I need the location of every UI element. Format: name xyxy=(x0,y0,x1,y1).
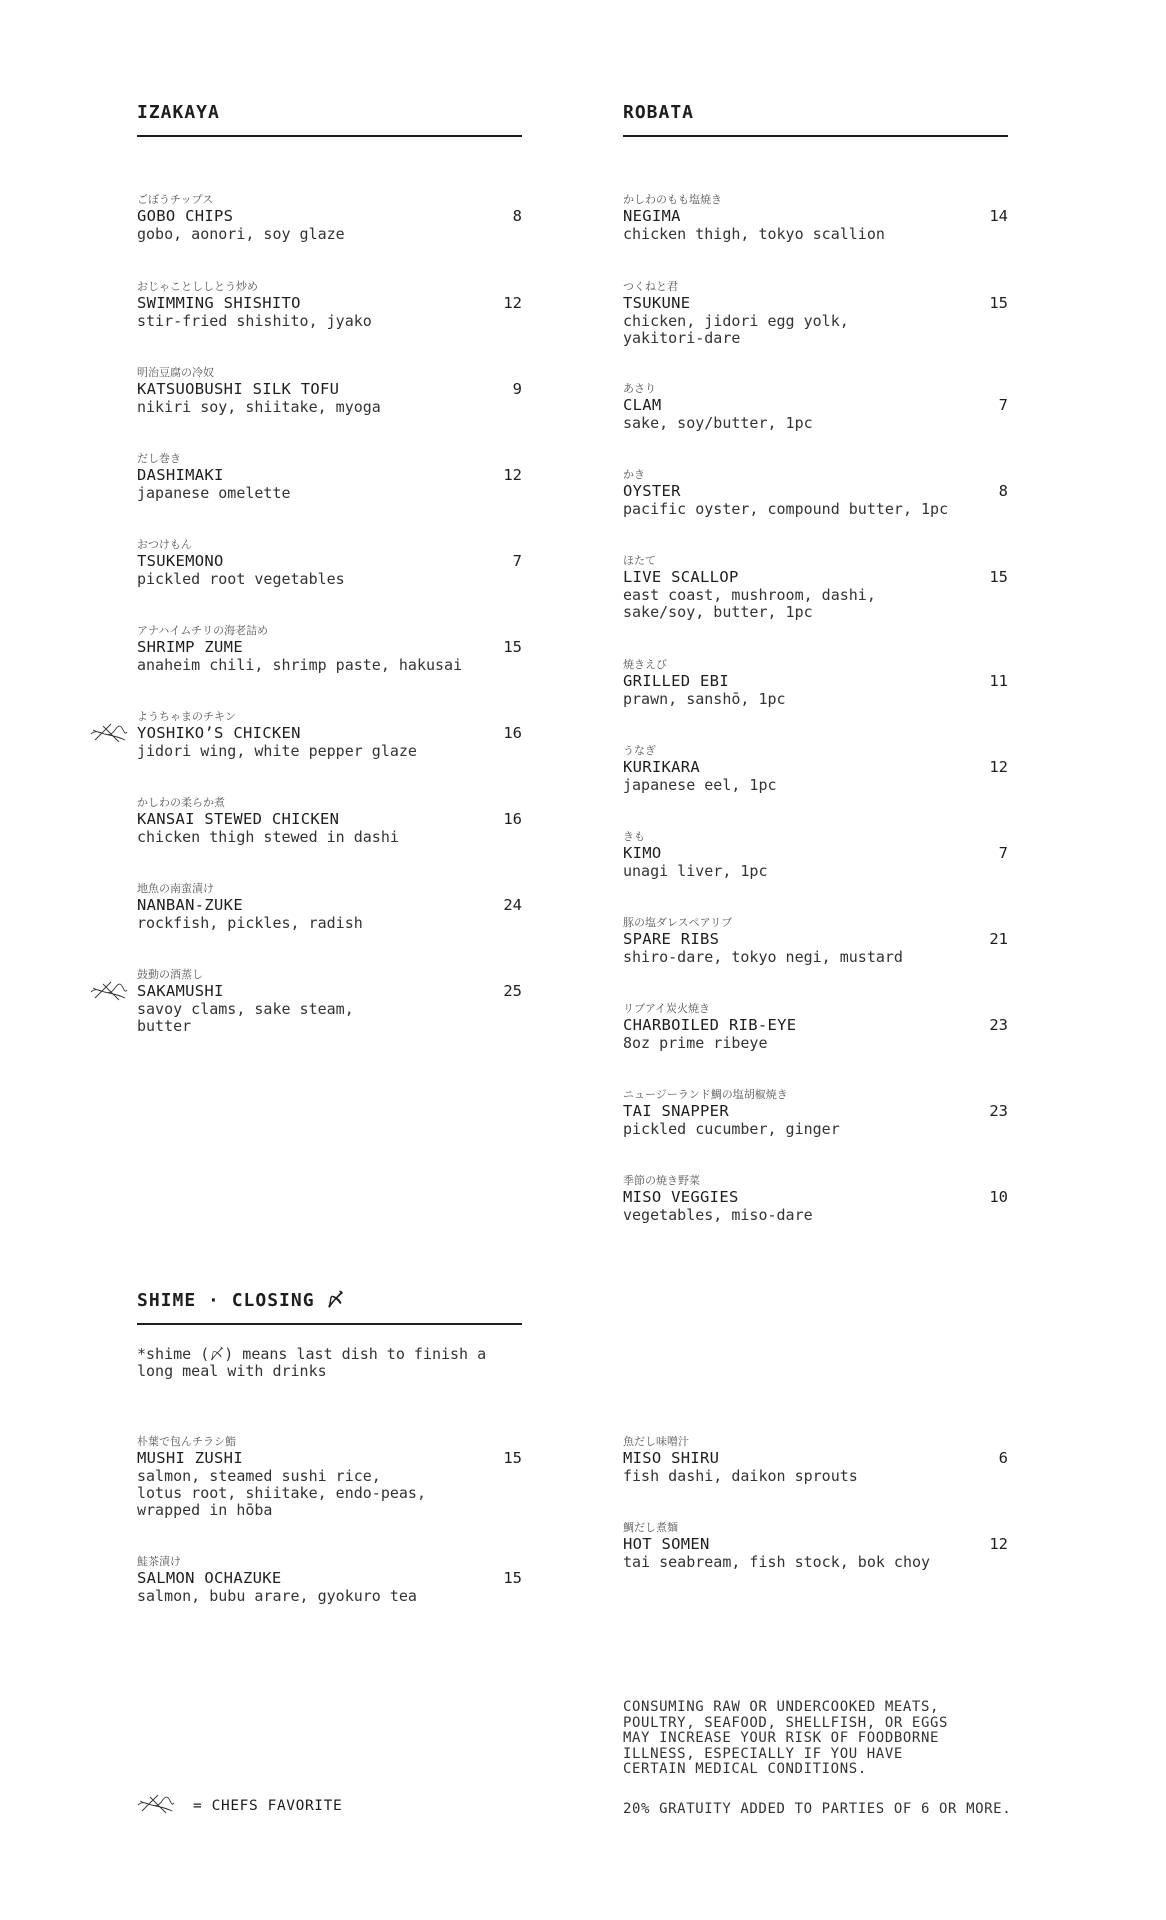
menu-item-description: jidori wing, white pepper glaze xyxy=(137,742,417,760)
menu-item xyxy=(623,1435,1008,1485)
menu-item-price: 9 xyxy=(512,380,522,398)
menu-item-name: OYSTER xyxy=(623,482,681,500)
menu-item-japanese-name: つくねと君 xyxy=(623,280,678,293)
menu-item xyxy=(623,1521,1008,1571)
menu-item-name: HOT SOMEN xyxy=(623,1535,710,1553)
menu-item-description: nikiri soy, shiitake, myoga xyxy=(137,398,381,416)
menu-item-japanese-name: 焼きえび xyxy=(623,658,667,671)
menu-item-price: 6 xyxy=(998,1449,1008,1467)
menu-item-price: 25 xyxy=(503,982,522,1000)
menu-item-description: prawn, sanshō, 1pc xyxy=(623,690,786,708)
menu-item xyxy=(137,452,522,502)
menu-item-price: 14 xyxy=(989,207,1008,225)
menu-item xyxy=(623,1088,1008,1138)
menu-item-price: 15 xyxy=(989,294,1008,312)
menu-item-japanese-name: 明治豆腐の冷奴 xyxy=(137,366,214,379)
menu-item-japanese-name: あさり xyxy=(623,382,656,395)
menu-item-price: 7 xyxy=(998,844,1008,862)
menu-item xyxy=(623,744,1008,794)
menu-item-name: GOBO CHIPS xyxy=(137,207,234,225)
menu-item-description: 8oz prime ribeye xyxy=(623,1034,768,1052)
menu-item-price: 15 xyxy=(503,1449,522,1467)
menu-item-japanese-name: ごぼうチップス xyxy=(137,193,214,206)
menu-item-name: GRILLED EBI xyxy=(623,672,729,690)
menu-item xyxy=(137,1555,522,1605)
menu-item-japanese-name: かしわのもも塩焼き xyxy=(623,193,722,206)
menu-item-description: salmon, steamed sushi rice, lotus root, shiitake, endo-peas, wrapped in hōba xyxy=(137,1467,426,1519)
menu-item-name: KIMO xyxy=(623,844,662,862)
menu-item xyxy=(623,1002,1008,1052)
menu-item xyxy=(137,366,522,416)
menu-item-name: YOSHIKO’S CHICKEN xyxy=(137,724,301,742)
menu-item-price: 24 xyxy=(503,896,522,914)
menu-item xyxy=(137,624,522,674)
chefs-favorite-icon xyxy=(89,722,129,744)
menu-item-price: 21 xyxy=(989,930,1008,948)
menu-item-name: SAKAMUSHI xyxy=(137,982,224,1000)
menu-item xyxy=(623,193,1008,243)
menu-item xyxy=(623,916,1008,966)
menu-item-japanese-name: 朴葉で包んチラシ鮨 xyxy=(137,1435,236,1448)
menu-item-name: TSUKUNE xyxy=(623,294,691,312)
menu-item-japanese-name: きも xyxy=(623,830,645,843)
menu-item-price: 12 xyxy=(503,294,522,312)
menu-item-description: vegetables, miso-dare xyxy=(623,1206,813,1224)
menu-item-price: 8 xyxy=(998,482,1008,500)
menu-item-description: shiro-dare, tokyo negi, mustard xyxy=(623,948,903,966)
menu-item-name: KANSAI STEWED CHICKEN xyxy=(137,810,340,828)
robata-heading: ROBATA xyxy=(623,102,1008,137)
chefs-favorite-icon xyxy=(89,980,129,1002)
menu-item-japanese-name: おつけもん xyxy=(137,538,192,551)
menu-item-price: 7 xyxy=(998,396,1008,414)
menu-item-name: DASHIMAKI xyxy=(137,466,224,484)
menu-item-description: chicken thigh, tokyo scallion xyxy=(623,225,885,243)
menu-item-price: 16 xyxy=(503,724,522,742)
menu-item-japanese-name: ほたて xyxy=(623,554,656,567)
menu-item xyxy=(137,796,522,846)
menu-item-price: 12 xyxy=(989,1535,1008,1553)
menu-item-description: unagi liver, 1pc xyxy=(623,862,768,880)
menu-item-description: anaheim chili, shrimp paste, hakusai xyxy=(137,656,463,674)
menu-item xyxy=(137,882,522,932)
menu-item-japanese-name: 鯛だし煮麺 xyxy=(623,1521,678,1534)
menu-item-japanese-name: ようちゃまのチキン xyxy=(137,710,236,723)
menu-item-price: 11 xyxy=(989,672,1008,690)
menu-item-description: pickled cucumber, ginger xyxy=(623,1120,840,1138)
menu-item-name: NANBAN-ZUKE xyxy=(137,896,243,914)
menu-item xyxy=(623,468,1008,518)
shime-note: *shime (〆) means last dish to finish a long meal with drinks xyxy=(137,1345,487,1380)
menu-item-price: 12 xyxy=(989,758,1008,776)
menu-item-price: 16 xyxy=(503,810,522,828)
menu-item-japanese-name: 季節の焼き野菜 xyxy=(623,1174,700,1187)
menu-item xyxy=(137,968,522,1035)
menu-item-description: chicken, jidori egg yolk, yakitori-dare xyxy=(623,312,849,347)
menu-item-description: tai seabream, fish stock, bok choy xyxy=(623,1553,931,1571)
menu-item-price: 15 xyxy=(503,638,522,656)
menu-item-japanese-name: かしわの柔らか煮 xyxy=(137,796,225,809)
menu-item-name: NEGIMA xyxy=(623,207,681,225)
menu-item-name: SPARE RIBS xyxy=(623,930,720,948)
menu-item-japanese-name: ニュージーランド鯛の塩胡椒焼き xyxy=(623,1088,788,1101)
chefs-favorite-legend: = CHEFS FAVORITE xyxy=(193,1798,343,1814)
menu-item-japanese-name: おじゃことししとう炒め xyxy=(137,280,258,293)
menu-item-name: SALMON OCHAZUKE xyxy=(137,1569,282,1587)
menu-item-description: salmon, bubu arare, gyokuro tea xyxy=(137,1587,417,1605)
menu-item-japanese-name: アナハイムチリの海老詰め xyxy=(137,624,269,637)
menu-item-price: 23 xyxy=(989,1016,1008,1034)
menu-item-price: 12 xyxy=(503,466,522,484)
raw-food-warning: CONSUMING RAW OR UNDERCOOKED MEATS, POULTRY, SEAFOOD, SHELLFISH, OR EGGS MAY INCREASE YOUR RISK OF FOODBORNE ILLNESS, ESPECIALLY IF YOU HAVE CERTAIN MEDICAL CONDITIONS. xyxy=(623,1699,949,1777)
menu-item-description: chicken thigh stewed in dashi xyxy=(137,828,399,846)
chefs-favorite-icon xyxy=(136,1793,176,1815)
menu-item-description: gobo, aonori, soy glaze xyxy=(137,225,345,243)
menu-item-description: fish dashi, daikon sprouts xyxy=(623,1467,858,1485)
menu-item-name: MISO SHIRU xyxy=(623,1449,720,1467)
menu-item-name: CLAM xyxy=(623,396,662,414)
menu-item-name: MISO VEGGIES xyxy=(623,1188,739,1206)
menu-item xyxy=(137,538,522,588)
menu-item-japanese-name: かき xyxy=(623,468,645,481)
menu-item xyxy=(623,382,1008,432)
menu-item-japanese-name: 鼓動の酒蒸し xyxy=(137,968,203,981)
menu-item-name: TAI SNAPPER xyxy=(623,1102,729,1120)
menu-item-name: SHRIMP ZUME xyxy=(137,638,243,656)
menu-item-japanese-name: リブアイ炭火焼き xyxy=(623,1002,711,1015)
gratuity-note: 20% GRATUITY ADDED TO PARTIES OF 6 OR MORE. xyxy=(623,1801,1012,1817)
menu-item-description: east coast, mushroom, dashi, sake/soy, butter, 1pc xyxy=(623,586,876,621)
menu-item-japanese-name: 豚の塩ダレスペアリブ xyxy=(623,916,733,929)
menu-item xyxy=(137,280,522,330)
menu-item-name: KATSUOBUSHI SILK TOFU xyxy=(137,380,340,398)
menu-item-japanese-name: うなぎ xyxy=(623,744,656,757)
menu-item xyxy=(137,1435,522,1519)
menu-item xyxy=(623,830,1008,880)
menu-item xyxy=(623,280,1008,347)
menu-item-description: japanese omelette xyxy=(137,484,291,502)
menu-item-price: 8 xyxy=(512,207,522,225)
izakaya-heading: IZAKAYA xyxy=(137,102,522,137)
menu-item-name: SWIMMING SHISHITO xyxy=(137,294,301,312)
menu-item-description: sake, soy/butter, 1pc xyxy=(623,414,813,432)
menu-item-name: KURIKARA xyxy=(623,758,701,776)
menu-item-japanese-name: 鮭茶漬け xyxy=(137,1555,181,1568)
menu-item-japanese-name: だし巻き xyxy=(137,452,181,465)
menu-item-price: 10 xyxy=(989,1188,1008,1206)
menu-item-description: pacific oyster, compound butter, 1pc xyxy=(623,500,949,518)
menu-item-description: japanese eel, 1pc xyxy=(623,776,777,794)
shime-heading: SHIME · CLOSING 〆 xyxy=(137,1290,522,1325)
menu-item-name: TSUKEMONO xyxy=(137,552,224,570)
menu-item xyxy=(623,1174,1008,1224)
menu-item-japanese-name: 地魚の南蛮漬け xyxy=(137,882,214,895)
menu-item-description: pickled root vegetables xyxy=(137,570,345,588)
menu-item-name: LIVE SCALLOP xyxy=(623,568,739,586)
menu-item-price: 15 xyxy=(503,1569,522,1587)
menu-item-price: 23 xyxy=(989,1102,1008,1120)
menu-item-description: savoy clams, sake steam, butter xyxy=(137,1000,354,1035)
menu-item xyxy=(137,193,522,243)
menu-item-description: stir-fried shishito, jyako xyxy=(137,312,372,330)
menu-item-japanese-name: 魚だし味噌汁 xyxy=(623,1435,689,1448)
menu-item xyxy=(623,658,1008,708)
menu-item xyxy=(137,710,522,760)
menu-item-price: 15 xyxy=(989,568,1008,586)
menu-item-name: MUSHI ZUSHI xyxy=(137,1449,243,1467)
menu-item-price: 7 xyxy=(512,552,522,570)
menu-item-name: CHARBOILED RIB-EYE xyxy=(623,1016,797,1034)
menu-item-description: rockfish, pickles, radish xyxy=(137,914,363,932)
menu-item xyxy=(623,554,1008,621)
